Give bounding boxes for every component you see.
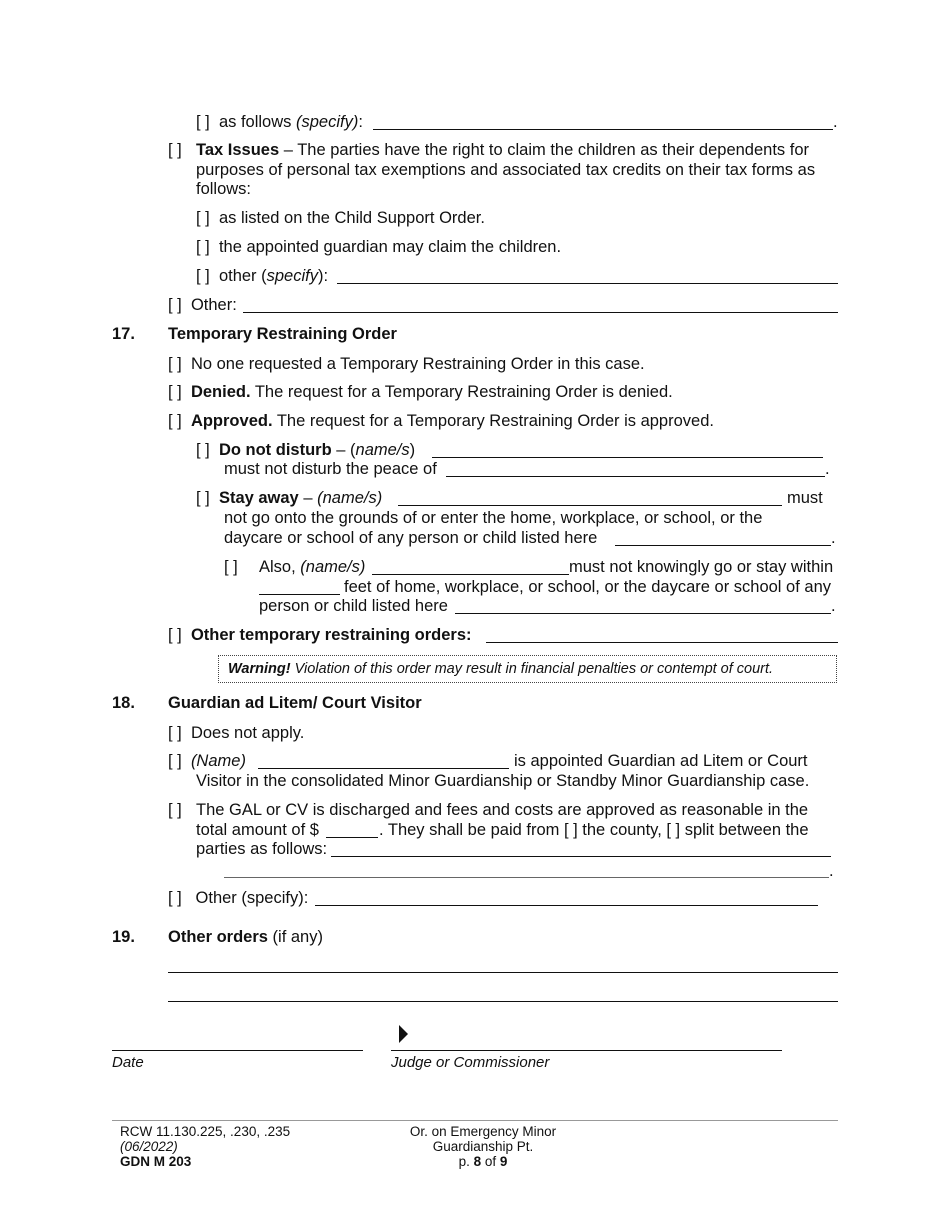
also-name-field[interactable]	[372, 574, 569, 575]
label: (if any)	[267, 928, 323, 946]
gal-appoint-row	[168, 752, 246, 771]
specify-label: specify	[266, 267, 318, 285]
specify-label: (specify)	[295, 113, 359, 131]
stay-away-name-field[interactable]	[398, 505, 782, 506]
tax-issues-title: Tax Issues	[196, 141, 280, 159]
do-not-disturb-row	[196, 441, 415, 460]
checkbox[interactable]: [ ]	[196, 441, 210, 459]
denied-label: Denied.	[190, 383, 251, 401]
stay-away-listed-field[interactable]	[615, 545, 831, 546]
footer-title-2: Guardianship Pt.	[432, 1139, 534, 1154]
gal-discharge-line3: parties as follows:	[196, 840, 328, 858]
other-field[interactable]	[243, 312, 838, 313]
colon: ):	[317, 267, 329, 285]
checkbox[interactable]: [ ]	[168, 412, 182, 430]
checkbox[interactable]: [ ]	[168, 626, 182, 644]
checkbox[interactable]: [ ]	[196, 267, 210, 285]
paren: )	[409, 441, 416, 459]
other-orders-field-2[interactable]	[168, 1001, 838, 1002]
disturb-peace-field[interactable]	[446, 476, 825, 477]
tax-child-support-row	[196, 209, 485, 228]
warning-box	[218, 655, 837, 683]
judge-signature-line[interactable]	[391, 1050, 782, 1051]
tro-denied-row	[168, 383, 673, 402]
tro-approved-row	[168, 412, 714, 431]
stay-away-label: Stay away	[218, 489, 299, 507]
checkbox[interactable]: [ ]	[196, 209, 210, 227]
checkbox[interactable]: [ ]	[196, 238, 210, 256]
footer-divider	[112, 1120, 838, 1121]
tro-none-row	[168, 355, 645, 374]
section-19-title	[168, 928, 323, 947]
tax-other-row	[196, 267, 328, 286]
also-text: must not knowingly go or stay within	[569, 558, 834, 576]
parties-follows-field[interactable]	[331, 856, 831, 857]
page-prefix: p.	[458, 1154, 474, 1169]
checkbox[interactable]: [ ]	[168, 383, 182, 401]
other-tro-row	[168, 626, 472, 645]
gal-discharge-line1: The GAL or CV is discharged and fees and costs are approved as reasonable in the	[196, 801, 809, 819]
name-label: name/s	[355, 441, 410, 459]
label: Does not apply.	[190, 724, 305, 742]
also-line1	[259, 558, 365, 577]
parties-follows-field-2[interactable]	[224, 877, 829, 878]
period: .	[825, 460, 830, 478]
other-orders-field-1[interactable]	[168, 972, 838, 973]
checkbox[interactable]: [ ]	[168, 889, 182, 907]
other-tro-label: Other temporary restraining orders:	[190, 626, 472, 644]
label: Other:	[190, 296, 237, 314]
label: No one requested a Temporary Restraining Order in this case.	[190, 355, 645, 373]
footer-date: (06/2022)	[120, 1139, 178, 1154]
date-line[interactable]	[112, 1050, 363, 1051]
tax-other-field[interactable]	[337, 283, 838, 284]
gal-discharge-line2b: . They shall be paid from [ ] the county, [ ] split between the	[379, 821, 809, 839]
approved-label: Approved.	[190, 412, 273, 430]
period: .	[831, 597, 836, 615]
dash: –	[298, 489, 318, 507]
warning-text: Violation of this order may result in financial penalties or contempt of court.	[290, 661, 774, 677]
gal-discharge-line2a: total amount of $	[196, 821, 319, 839]
also-label: Also,	[259, 558, 301, 576]
gal-discharge-checkbox[interactable]: [ ]	[168, 801, 182, 819]
disturb-name-field[interactable]	[432, 457, 823, 458]
as-follows-field[interactable]	[373, 129, 833, 130]
label: other (	[218, 267, 267, 285]
section-17-number: 17.	[112, 325, 135, 343]
also-listed-field[interactable]	[455, 613, 831, 614]
also-line3: person or child listed here	[259, 597, 448, 615]
tax-guardian-row	[196, 238, 561, 257]
disturb-line2: must not disturb the peace of	[224, 460, 437, 478]
do-not-disturb-label: Do not disturb	[218, 441, 332, 459]
must-label: must	[787, 489, 823, 507]
section-19-number: 19.	[112, 928, 135, 946]
checkbox[interactable]: [ ]	[196, 489, 210, 507]
tax-text: – The parties have the right to claim the children as their dependents for	[279, 141, 810, 159]
judge-label: Judge or Commissioner	[391, 1054, 550, 1071]
footer-title-1: Or. on Emergency Minor	[409, 1124, 557, 1139]
checkbox[interactable]: [ ]	[168, 752, 182, 770]
also-checkbox[interactable]: [ ]	[224, 558, 238, 576]
as-follows-row	[196, 113, 363, 132]
tax-issues-line3: follows:	[196, 180, 252, 198]
warning-label: Warning!	[228, 661, 291, 677]
colon: :	[358, 113, 363, 131]
checkbox[interactable]: [ ]	[168, 724, 182, 742]
feet-field[interactable]	[259, 594, 340, 595]
gal-other-row	[168, 889, 308, 908]
tax-issues-line2: purposes of personal tax exemptions and associated tax credits on their tax forms as	[196, 161, 816, 179]
name-label: (name/s)	[300, 558, 366, 576]
section-18-number: 18.	[112, 694, 135, 712]
page-number: 8	[473, 1154, 482, 1169]
footer-form-number: GDN M 203	[120, 1154, 192, 1169]
stay-away-line3: daycare or school of any person or child listed here	[224, 529, 598, 547]
section-17-title: Temporary Restraining Order	[168, 325, 397, 343]
stay-away-row	[196, 489, 382, 508]
dash: – (	[331, 441, 356, 459]
period: .	[831, 529, 836, 547]
other-tro-field[interactable]	[486, 642, 838, 643]
footer-rcw: RCW 11.130.225, .230, .235	[120, 1124, 291, 1139]
other-row	[168, 296, 237, 315]
checkbox[interactable]: [ ]	[196, 113, 210, 131]
also-line2: feet of home, workplace, or school, or the daycare or school of any	[344, 578, 832, 596]
label: the appointed guardian may claim the children.	[218, 238, 562, 256]
gal-name-field[interactable]	[258, 768, 509, 769]
label: The request for a Temporary Restraining Order is approved.	[272, 412, 714, 430]
other-orders-label: Other orders	[168, 928, 268, 946]
sign-here-arrow-icon	[399, 1025, 408, 1043]
period: .	[829, 862, 834, 880]
gal-na-row	[168, 724, 304, 743]
checkbox[interactable]: [ ]	[168, 296, 182, 314]
amount-field[interactable]	[326, 837, 378, 838]
gal-appoint-text: is appointed Guardian ad Litem or Court	[514, 752, 808, 770]
checkbox[interactable]: [ ]	[168, 355, 182, 373]
name-label: (Name)	[190, 752, 246, 770]
date-label: Date	[112, 1054, 144, 1071]
section-18-title: Guardian ad Litem/ Court Visitor	[168, 694, 422, 712]
page-of: of	[481, 1154, 500, 1169]
footer-page	[383, 1154, 583, 1169]
label: Other (specify):	[195, 889, 309, 907]
stay-away-line2: not go onto the grounds of or enter the home, workplace, or school, or the	[224, 509, 763, 527]
tax-checkbox[interactable]: [ ]	[168, 141, 182, 159]
name-label: (name/s)	[317, 489, 383, 507]
tax-issues-line1	[196, 141, 809, 160]
gal-other-field[interactable]	[315, 905, 818, 906]
label: The request for a Temporary Restraining Order is denied.	[250, 383, 673, 401]
page-total: 9	[499, 1154, 508, 1169]
label: as listed on the Child Support Order.	[218, 209, 485, 227]
period: .	[833, 113, 838, 131]
gal-appoint-line2: Visitor in the consolidated Minor Guardianship or Standby Minor Guardianship case.	[196, 772, 810, 790]
label: as follows	[218, 113, 296, 131]
